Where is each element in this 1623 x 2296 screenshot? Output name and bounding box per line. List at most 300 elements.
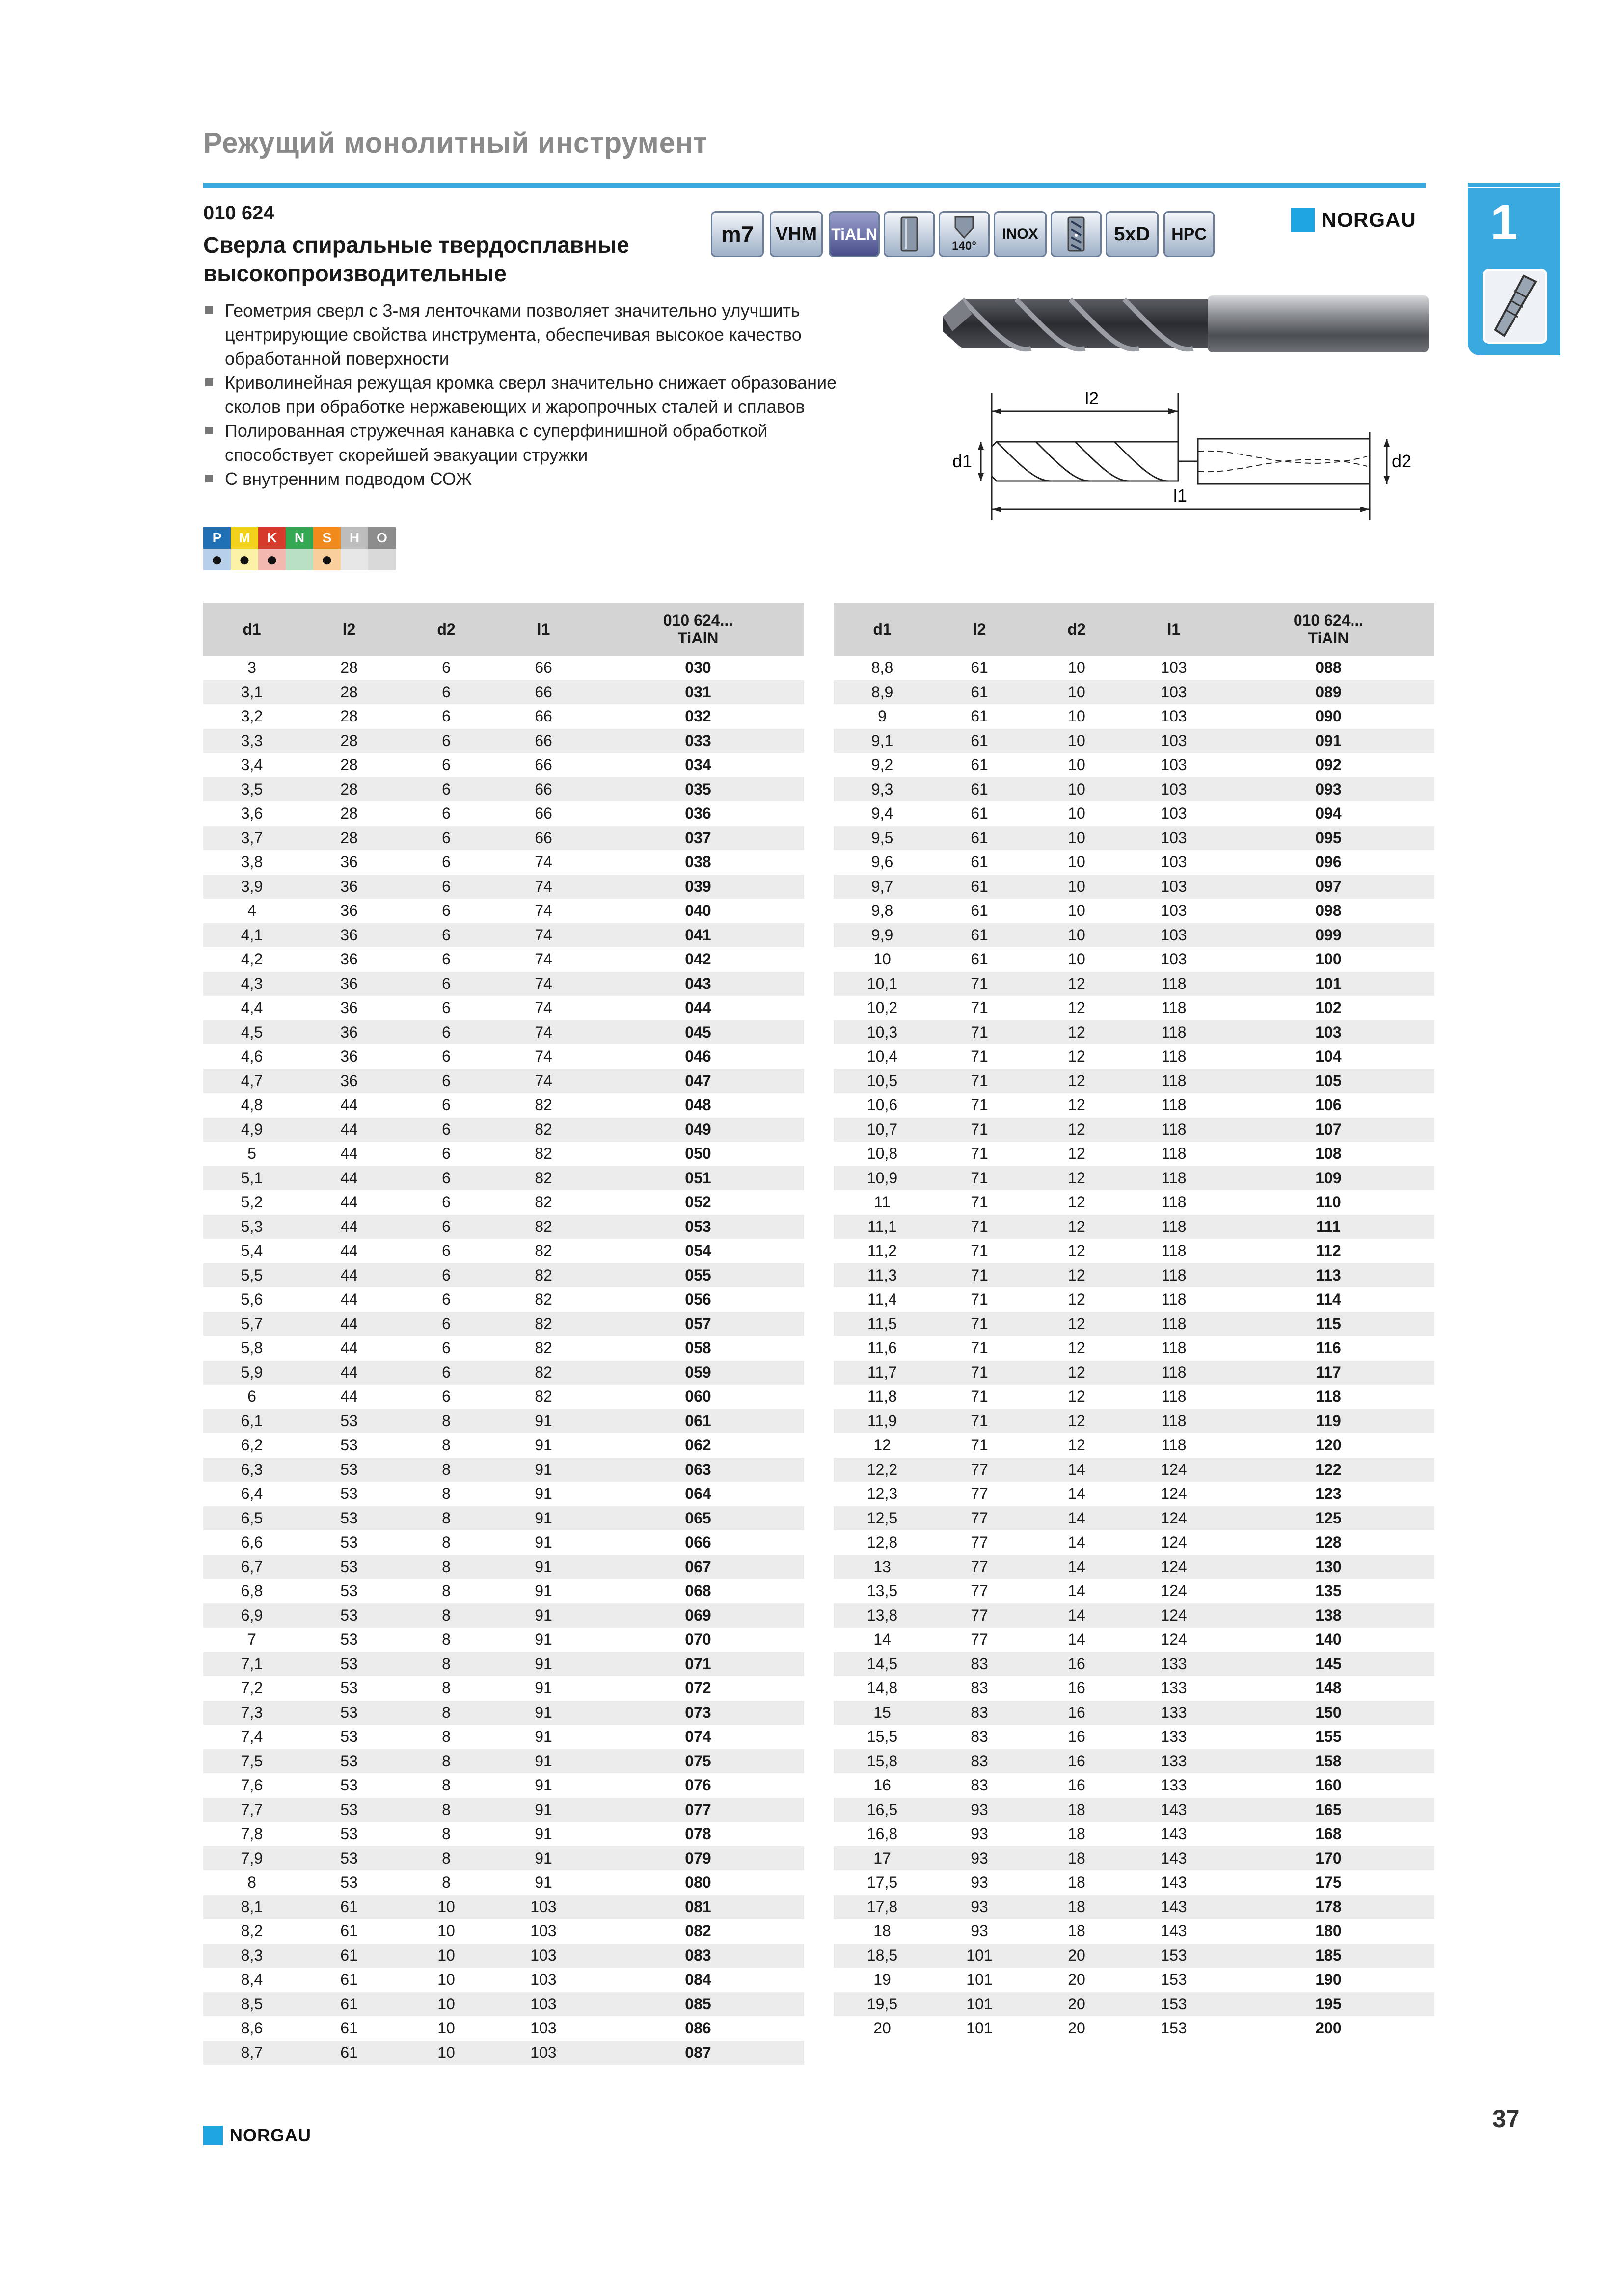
table-cell: 6 — [442, 853, 451, 871]
table-cell: 91 — [535, 1582, 552, 1600]
table-row — [834, 850, 1434, 875]
table-cell: 103 — [1161, 950, 1187, 968]
table-cell: 12,8 — [866, 1533, 898, 1551]
table-row — [203, 899, 804, 923]
table-cell: 14,5 — [834, 1652, 931, 1677]
article-code-cell: 048 — [685, 1096, 711, 1114]
table-row — [203, 972, 804, 996]
table-cell: 6 — [442, 1096, 451, 1114]
table-row — [203, 1798, 804, 1822]
table-cell: 118 — [1161, 1388, 1187, 1405]
table-cell: 12 — [1068, 1436, 1085, 1454]
article-code-cell: 073 — [592, 1701, 804, 1725]
material-dot — [286, 549, 313, 570]
table-row — [834, 1118, 1434, 1142]
table-cell: 91 — [535, 1533, 552, 1551]
table-cell: 118 — [1125, 1409, 1222, 1434]
table-cell: 3 — [247, 659, 256, 676]
table-cell: 101 — [966, 2019, 993, 2037]
table-cell: 66 — [495, 777, 592, 802]
table-cell: 66 — [535, 707, 552, 725]
table-row — [834, 1992, 1434, 2017]
table-cell: 71 — [931, 1312, 1028, 1336]
table-cell: 77 — [971, 1582, 988, 1600]
article-code-cell: 070 — [685, 1630, 711, 1648]
table-cell: 53 — [300, 1701, 398, 1725]
material-letter: S — [313, 527, 341, 549]
table-cell: 12,3 — [866, 1485, 898, 1502]
table-cell: 11,4 — [867, 1290, 897, 1308]
col-header-l2: l2 — [300, 603, 398, 656]
col-header-l2: l2 — [931, 603, 1028, 656]
table-row — [203, 1652, 804, 1677]
article-code-cell: 032 — [685, 707, 711, 725]
table-cell: 3,1 — [203, 680, 300, 705]
table-cell: 61 — [931, 680, 1028, 705]
article-code-cell: 091 — [1222, 729, 1434, 753]
table-cell: 10,8 — [866, 1145, 898, 1162]
coating-badge: TiALN — [829, 211, 880, 257]
label-l1: l1 — [1173, 485, 1188, 506]
table-cell: 61 — [340, 2019, 358, 2037]
table-row — [834, 1482, 1434, 1506]
table-cell: 11,1 — [834, 1215, 931, 1239]
table-cell: 15,5 — [866, 1728, 898, 1745]
table-cell: 8,7 — [203, 2041, 300, 2065]
table-cell: 101 — [931, 1944, 1028, 1968]
shank-icon — [884, 211, 935, 257]
table-cell: 3,7 — [203, 826, 300, 851]
material-dot: ● — [313, 549, 341, 570]
table-cell: 103 — [530, 1922, 557, 1940]
table-cell: 83 — [931, 1652, 1028, 1677]
table-cell: 6,7 — [203, 1555, 300, 1579]
table-cell: 103 — [530, 1971, 557, 1988]
table-cell: 6 — [442, 804, 451, 822]
table-cell: 12,5 — [834, 1506, 931, 1531]
table-cell: 12 — [1068, 1290, 1085, 1308]
table-row — [203, 1603, 804, 1628]
table-cell: 153 — [1125, 1944, 1222, 1968]
table-cell: 6,2 — [241, 1436, 263, 1454]
table-cell: 91 — [495, 1749, 592, 1774]
table-cell: 10 — [1028, 923, 1125, 948]
chapter-title: Режущий монолитный инструмент — [203, 127, 708, 159]
table-cell: 12 — [873, 1436, 891, 1454]
article-code-cell: 120 — [1315, 1436, 1342, 1454]
table-cell: 61 — [971, 804, 988, 822]
article-code-cell: 078 — [685, 1825, 711, 1842]
table-cell: 16 — [1068, 1679, 1085, 1697]
table-row — [203, 2016, 804, 2041]
table-cell: 61 — [340, 1922, 358, 1940]
table-cell: 4,6 — [241, 1047, 263, 1065]
col-header-code: 010 624... TiAlN — [592, 603, 804, 656]
table-cell: 8,1 — [203, 1895, 300, 1920]
table-cell: 61 — [300, 2041, 398, 2065]
table-cell: 12 — [1028, 1166, 1125, 1191]
table-row — [834, 1603, 1434, 1628]
table-row — [203, 923, 804, 948]
table-cell: 124 — [1161, 1485, 1187, 1502]
table-cell: 118 — [1125, 1166, 1222, 1191]
table-cell: 11 — [874, 1193, 891, 1211]
table-row — [203, 753, 804, 777]
article-code-cell: 140 — [1315, 1630, 1342, 1648]
article-code-cell: 074 — [685, 1728, 711, 1745]
table-cell: 8,3 — [203, 1944, 300, 1968]
drill-technical-drawing — [923, 383, 1453, 530]
article-code-cell: 081 — [592, 1895, 804, 1920]
table-cell: 44 — [300, 1312, 398, 1336]
chapter-number: 1 — [1490, 195, 1518, 250]
article-code-cell: 044 — [685, 999, 711, 1016]
table-cell: 9 — [878, 707, 887, 725]
table-cell: 8,2 — [241, 1922, 263, 1940]
table-cell: 10,6 — [866, 1096, 898, 1114]
table-cell: 118 — [1125, 1312, 1222, 1336]
table-cell: 6,1 — [203, 1409, 300, 1434]
table-cell: 36 — [340, 999, 358, 1016]
table-cell: 28 — [300, 777, 398, 802]
feature-item: Криволинейная режущая кромка сверл значительно снижает образование сколов при обработке нержавеющих и жаропрочных сталей и сплавов — [203, 371, 841, 419]
table-cell: 36 — [340, 853, 358, 871]
table-cell: 7,6 — [241, 1776, 263, 1794]
article-code-cell: 040 — [685, 902, 711, 919]
table-row — [834, 1749, 1434, 1774]
table-cell: 103 — [1125, 680, 1222, 705]
table-cell: 61 — [931, 777, 1028, 802]
table-cell: 6 — [398, 1361, 495, 1385]
table-cell: 133 — [1125, 1652, 1222, 1677]
table-cell: 3,6 — [241, 804, 263, 822]
table-row — [834, 1773, 1434, 1798]
table-row — [834, 996, 1434, 1020]
article-code-cell: 178 — [1222, 1895, 1434, 1920]
table-row — [834, 1433, 1434, 1458]
table-cell: 12 — [1068, 1096, 1085, 1114]
table-cell: 13,8 — [834, 1603, 931, 1628]
table-cell: 10 — [1068, 804, 1085, 822]
article-code-cell: 092 — [1315, 756, 1342, 774]
table-cell: 71 — [931, 1069, 1028, 1094]
table-cell: 71 — [971, 1096, 988, 1114]
table-cell: 15,8 — [834, 1749, 931, 1774]
table-cell: 7,9 — [203, 1846, 300, 1871]
table-cell: 36 — [340, 902, 358, 919]
table-cell: 6 — [247, 1388, 256, 1405]
table-cell: 9,4 — [871, 804, 893, 822]
table-row — [203, 1118, 804, 1142]
table-cell: 10 — [1068, 707, 1085, 725]
table-cell: 103 — [1161, 707, 1187, 725]
brand-square — [203, 2126, 223, 2145]
length-ratio-badge: 5xD — [1106, 211, 1159, 257]
table-row — [834, 947, 1434, 972]
table-row — [203, 1287, 804, 1312]
label-d1: d1 — [952, 451, 973, 471]
table-cell: 118 — [1125, 1361, 1222, 1385]
table-cell: 61 — [971, 707, 988, 725]
table-cell: 143 — [1161, 1873, 1187, 1891]
article-code-cell: 125 — [1222, 1506, 1434, 1531]
article-code-cell: 119 — [1222, 1409, 1434, 1434]
table-row — [203, 1458, 804, 1482]
table-cell: 71 — [931, 1118, 1028, 1142]
table-cell: 74 — [535, 950, 552, 968]
col-header-l1: l1 — [1125, 603, 1222, 656]
table-cell: 9,5 — [834, 826, 931, 851]
material-dot — [368, 549, 396, 570]
material-letter: K — [258, 527, 286, 549]
article-code-cell: 123 — [1315, 1485, 1342, 1502]
table-cell: 103 — [1125, 729, 1222, 753]
label-l2: l2 — [1085, 388, 1099, 408]
table-cell: 71 — [931, 1020, 1028, 1045]
table-row — [203, 1506, 804, 1531]
table-cell: 4,4 — [241, 999, 263, 1016]
table-cell: 12 — [1068, 1242, 1085, 1259]
article-code-cell: 035 — [592, 777, 804, 802]
table-cell: 8,6 — [241, 2019, 263, 2037]
table-row — [834, 1506, 1434, 1531]
table-cell: 6 — [442, 1290, 451, 1308]
table-cell: 118 — [1161, 1047, 1187, 1065]
table-cell: 82 — [535, 1096, 552, 1114]
table-cell: 15 — [834, 1701, 931, 1725]
table-cell: 66 — [495, 729, 592, 753]
col-header-l1: l1 — [495, 603, 592, 656]
article-code-cell: 047 — [592, 1069, 804, 1094]
article-code-cell: 108 — [1315, 1145, 1342, 1162]
table-cell: 82 — [535, 1339, 552, 1357]
table-cell: 101 — [966, 1971, 993, 1988]
table-cell: 10 — [1028, 777, 1125, 802]
table-cell: 74 — [535, 902, 552, 919]
table-cell: 8 — [398, 1701, 495, 1725]
table-cell: 61 — [931, 826, 1028, 851]
table-cell: 6 — [442, 999, 451, 1016]
table-cell: 28 — [300, 680, 398, 705]
table-cell: 28 — [300, 826, 398, 851]
article-code-cell: 082 — [685, 1922, 711, 1940]
article-code-cell: 079 — [592, 1846, 804, 1871]
table-row — [203, 1433, 804, 1458]
table-cell: 6 — [398, 972, 495, 996]
table-row — [203, 1361, 804, 1385]
table-cell: 118 — [1125, 1215, 1222, 1239]
article-number: 010 624 — [203, 202, 274, 224]
product-table-left — [203, 603, 804, 2065]
article-code-cell: 113 — [1222, 1263, 1434, 1288]
table-cell: 71 — [931, 972, 1028, 996]
table-row — [203, 1895, 804, 1920]
article-code-cell: 195 — [1222, 1992, 1434, 2017]
article-code-cell: 043 — [592, 972, 804, 996]
table-cell: 5,5 — [203, 1263, 300, 1288]
table-cell: 74 — [495, 923, 592, 948]
table-cell: 77 — [971, 1485, 988, 1502]
table-cell: 118 — [1161, 1339, 1187, 1357]
table-cell: 77 — [931, 1458, 1028, 1482]
article-code-cell: 085 — [592, 1992, 804, 2017]
table-row — [203, 996, 804, 1020]
table-row — [834, 899, 1434, 923]
table-row — [834, 1579, 1434, 1603]
article-code-cell: 089 — [1222, 680, 1434, 705]
article-code-cell: 094 — [1315, 804, 1342, 822]
article-code-cell: 158 — [1222, 1749, 1434, 1774]
article-code-cell: 185 — [1222, 1944, 1434, 1968]
table-cell: 28 — [340, 707, 358, 725]
table-cell: 36 — [340, 1047, 358, 1065]
table-row — [834, 1822, 1434, 1846]
table-cell: 103 — [495, 1944, 592, 1968]
table-cell: 124 — [1161, 1630, 1187, 1648]
article-code-cell: 065 — [592, 1506, 804, 1531]
article-code-cell: 034 — [685, 756, 711, 774]
table-cell: 61 — [931, 923, 1028, 948]
table-row — [834, 1044, 1434, 1069]
table-cell: 9,1 — [834, 729, 931, 753]
table-cell: 17,8 — [834, 1895, 931, 1920]
table-cell: 103 — [495, 2041, 592, 2065]
table-cell: 14 — [1028, 1506, 1125, 1531]
article-code-cell: 165 — [1222, 1798, 1434, 1822]
table-cell: 118 — [1161, 1193, 1187, 1211]
table-cell: 44 — [300, 1215, 398, 1239]
table-cell: 10 — [398, 1992, 495, 2017]
table-cell: 19 — [873, 1971, 891, 1988]
title-divider — [203, 183, 1426, 188]
table-cell: 124 — [1125, 1458, 1222, 1482]
table-cell: 61 — [300, 1944, 398, 1968]
table-row — [203, 1093, 804, 1118]
table-cell: 20 — [1028, 1992, 1125, 2017]
table-cell: 8 — [398, 1555, 495, 1579]
table-cell: 143 — [1125, 1895, 1222, 1920]
table-cell: 16 — [1068, 1728, 1085, 1745]
table-cell: 8 — [442, 1825, 451, 1842]
table-cell: 36 — [340, 950, 358, 968]
table-cell: 8 — [398, 1603, 495, 1628]
table-cell: 118 — [1125, 1263, 1222, 1288]
table-cell: 103 — [1161, 804, 1187, 822]
article-code-cell: 084 — [685, 1971, 711, 1988]
table-cell: 93 — [931, 1846, 1028, 1871]
table-cell: 61 — [971, 902, 988, 919]
table-row — [834, 1846, 1434, 1871]
article-code-cell: 087 — [592, 2041, 804, 2065]
article-code-cell: 051 — [592, 1166, 804, 1191]
col-header-code: 010 624... TiAlN — [1222, 603, 1434, 656]
table-cell: 10 — [398, 1944, 495, 1968]
table-cell: 61 — [971, 659, 988, 676]
table-cell: 74 — [495, 1069, 592, 1094]
table-cell: 6,3 — [203, 1458, 300, 1482]
table-cell: 66 — [535, 756, 552, 774]
table-cell: 91 — [535, 1679, 552, 1697]
table-cell: 74 — [535, 1047, 552, 1065]
table-cell: 53 — [340, 1728, 358, 1745]
table-row — [203, 1555, 804, 1579]
table-cell: 3,3 — [203, 729, 300, 753]
table-cell: 7,5 — [203, 1749, 300, 1774]
table-row — [203, 1166, 804, 1191]
table-cell: 9,3 — [834, 777, 931, 802]
table-cell: 133 — [1161, 1679, 1187, 1697]
table-cell: 74 — [535, 999, 552, 1016]
table-row — [203, 1190, 804, 1215]
table-row — [834, 1652, 1434, 1677]
table-row — [834, 1725, 1434, 1749]
table-cell: 8,9 — [834, 680, 931, 705]
table-cell: 12 — [1028, 1361, 1125, 1385]
table-row — [834, 1701, 1434, 1725]
table-cell: 10 — [1068, 756, 1085, 774]
table-cell: 14 — [1028, 1458, 1125, 1482]
table-row — [203, 1215, 804, 1239]
drill-icon — [1483, 269, 1547, 344]
table-cell: 14 — [1068, 1630, 1085, 1648]
table-cell: 11,5 — [834, 1312, 931, 1336]
table-cell: 83 — [971, 1776, 988, 1794]
table-row — [203, 1919, 804, 1944]
table-row — [834, 1798, 1434, 1822]
table-cell: 12 — [1028, 1020, 1125, 1045]
table-cell: 8 — [442, 1630, 451, 1648]
table-cell: 10 — [398, 1895, 495, 1920]
table-cell: 133 — [1161, 1728, 1187, 1745]
table-cell: 5,1 — [203, 1166, 300, 1191]
table-cell: 6 — [398, 1020, 495, 1045]
table-cell: 71 — [971, 1193, 988, 1211]
table-cell: 118 — [1161, 1096, 1187, 1114]
table-row — [203, 1385, 804, 1409]
article-code-cell: 095 — [1222, 826, 1434, 851]
table-cell: 6 — [398, 1069, 495, 1094]
table-cell: 93 — [971, 1873, 988, 1891]
article-code-cell: 098 — [1315, 902, 1342, 919]
article-code-cell: 057 — [592, 1312, 804, 1336]
table-cell: 118 — [1161, 1290, 1187, 1308]
table-cell: 7,2 — [241, 1679, 263, 1697]
table-cell: 143 — [1161, 1922, 1187, 1940]
table-cell: 8 — [442, 1728, 451, 1745]
table-cell: 18 — [1028, 1846, 1125, 1871]
table-cell: 5,8 — [241, 1339, 263, 1357]
table-cell: 12 — [1068, 1145, 1085, 1162]
table-row — [203, 1142, 804, 1166]
table-cell: 6 — [442, 756, 451, 774]
article-code-cell: 090 — [1315, 707, 1342, 725]
table-cell: 6 — [442, 707, 451, 725]
table-cell: 118 — [1161, 999, 1187, 1016]
table-cell: 6 — [442, 1242, 451, 1259]
table-cell: 143 — [1125, 1798, 1222, 1822]
table-cell: 12,2 — [834, 1458, 931, 1482]
article-code-cell: 076 — [685, 1776, 711, 1794]
table-cell: 118 — [1161, 1242, 1187, 1259]
table-cell: 77 — [971, 1533, 988, 1551]
feature-list — [203, 298, 841, 491]
table-cell: 14 — [1028, 1555, 1125, 1579]
table-cell: 61 — [971, 853, 988, 871]
table-cell: 14 — [1028, 1603, 1125, 1628]
table-cell: 16 — [1068, 1776, 1085, 1794]
table-cell: 44 — [300, 1118, 398, 1142]
table-cell: 61 — [971, 756, 988, 774]
